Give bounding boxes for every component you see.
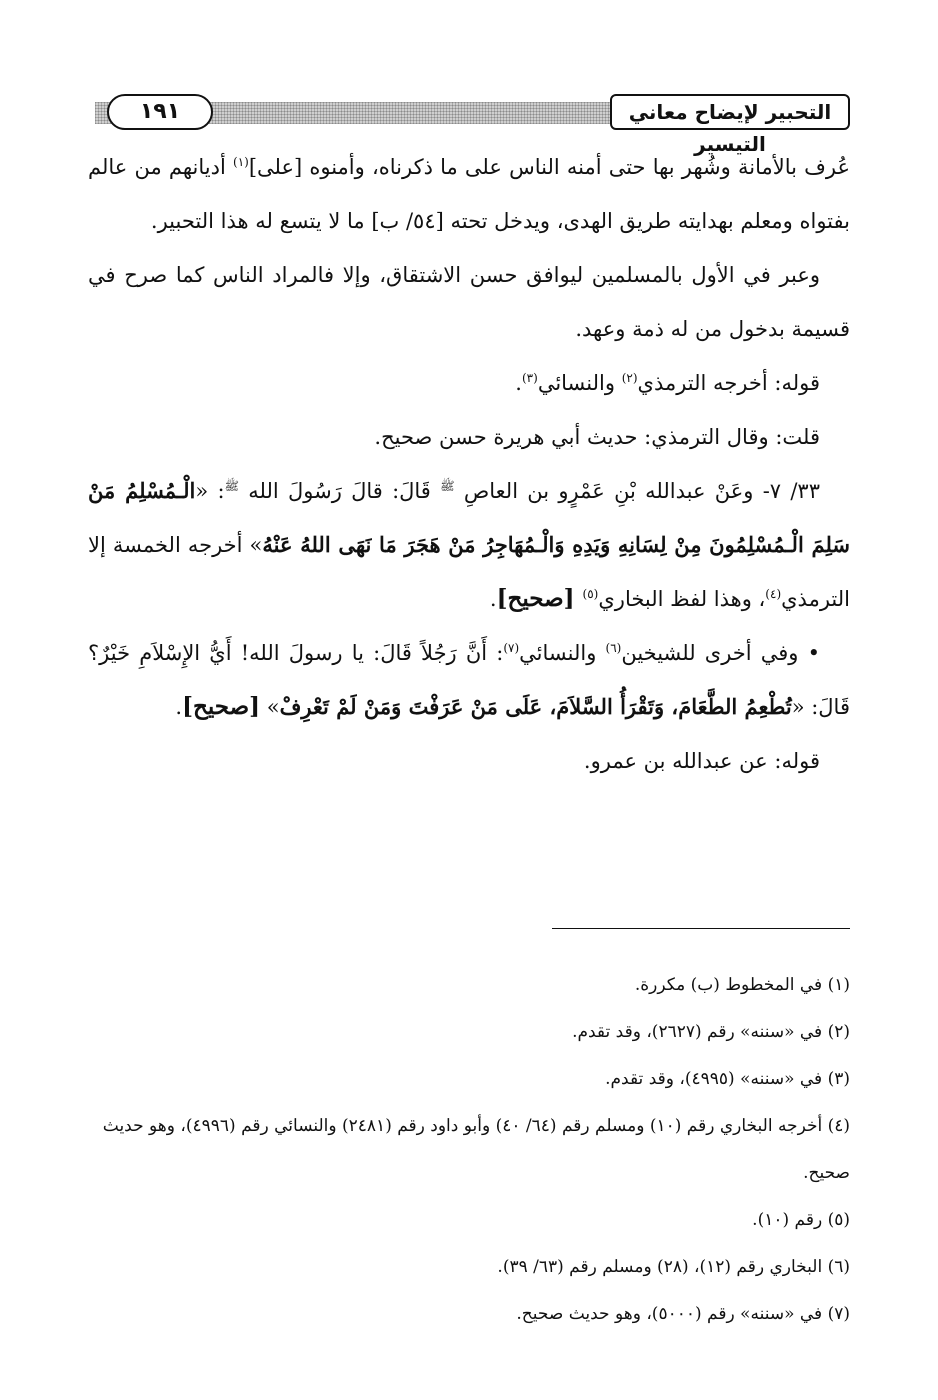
page-number: ١٩١	[107, 94, 213, 130]
footnote-separator	[552, 928, 850, 929]
footnote-5: (٥) رقم (١٠).	[752, 1210, 850, 1230]
main-text	[88, 140, 850, 788]
grade-label: [صحيح]	[496, 585, 583, 612]
footnote-ref: (٤)	[765, 587, 782, 601]
paragraph-7: قوله: عن عبدالله بن عمرو.	[583, 749, 820, 773]
footnote-ref: (٢)	[621, 371, 638, 385]
grade-label: [صحيح]	[182, 693, 261, 720]
footnote-2: (٢) في «سننه» رقم (٢٦٢٧)، وقد تقدم.	[572, 1022, 850, 1042]
honorific-mark: ﷺ	[224, 479, 240, 493]
paragraph-3: قوله: أخرجه الترمذي$^{(٢)}$ والنسائي$^{(٣)}$.	[515, 371, 820, 395]
footnote-1: (١) في المخطوط (ب) مكررة.	[634, 975, 850, 995]
hadith-variant: • وفي أخرى للشيخين$^{(٦)}$ والنسائي$^{(٧)}$: أَنَّ رَجُلاً قَالَ: يا رسولَ الله! أَيُّ الإِسْلاَمِ خَيْرٌ؟ قَالَ: «تُطْعِمُ الطَّعَامَ، وَتَقْرَأُ السَّلاَمَ، عَلَى مَنْ عَرَفْتَ وَمَنْ لَمْ تَعْرِفْ» [صحيح].	[88, 641, 850, 720]
honorific-mark: ﷺ	[440, 479, 455, 493]
footnote-3: (٣) في «سننه» (٤٩٩٥)، وقد تقدم.	[605, 1069, 850, 1089]
footnote-ref: (٦)	[605, 641, 622, 655]
paragraph-4: قلت: وقال الترمذي: حديث أبي هريرة حسن صحيح.	[374, 425, 820, 449]
hadith-text: الْـمُسْلِمُ مَنْ سَلِمَ الْـمُسْلِمُونَ مِنْ لِسَانِهِ وَيَدِهِ وَالْـمُهَاجِرُ مَنْ هَجَرَ مَا نَهَى اللهُ عَنْهُ	[88, 478, 850, 557]
book-title: التحبير لإيضاح معاني التيسير	[610, 94, 850, 130]
footnotes	[88, 962, 850, 1338]
footnote-ref: (١)	[233, 155, 249, 169]
paragraph-2: وعبر في الأول بالمسلمين ليوافق حسن الاشتقاق، وإلا فالمراد الناس كما صرح في قسيمة بدخول من له ذمة وعهد.	[88, 263, 850, 341]
paragraph-1: عُرف بالأمانة وشُهر بها حتى أمنه الناس على ما ذكرناه، وأمنوه [على]$^{(١)}$ أديانهم من عالم بفتواه ومعلم بهدايته طريق الهدى، ويدخل تحته [٥٤/ ب] ما لا يتسع له هذا التحبير.	[88, 155, 850, 233]
footnote-4: (٤) أخرجه البخاري رقم (١٠) ومسلم رقم (٦٤/ ٤٠) وأبو داود رقم (٢٤٨١) والنسائي رقم (٤٩٩٦)، وهو حديث صحيح.	[102, 1116, 850, 1183]
hadith-33: ٣٣/ ٧- وعَنْ عبدالله بْنِ عَمْرٍو بن العاصِ $^ﷺ$ قَالَ: قالَ رَسُولَ الله $^ﷺ$: «الْـمُسْلِمُ مَنْ سَلِمَ الْـمُسْلِمُونَ مِنْ لِسَانِهِ وَيَدِهِ وَالْـمُهَاجِرُ مَنْ هَجَرَ مَا نَهَى اللهُ عَنْهُ» أخرجه الخمسة إلا الترمذي$^{(٤)}$، وهذا لفظ البخاري$^{(٥)}$ [صحيح].	[88, 478, 850, 612]
running-header	[95, 92, 850, 156]
hadith-text: تُطْعِمُ الطَّعَامَ، وَتَقْرَأُ السَّلاَمَ، عَلَى مَنْ عَرَفْتَ وَمَنْ لَمْ تَعْرِفْ	[279, 694, 792, 719]
footnote-ref: (٥)	[582, 587, 599, 601]
footnote-7: (٧) في «سننه» رقم (٥٠٠٠)، وهو حديث صحيح.	[516, 1304, 850, 1324]
footnote-ref: (٧)	[503, 641, 520, 655]
footnote-6: (٦) البخاري رقم (١٢)، (٢٨) ومسلم رقم (٦٣/ ٣٩).	[497, 1257, 850, 1277]
footnote-ref: (٣)	[521, 371, 538, 385]
